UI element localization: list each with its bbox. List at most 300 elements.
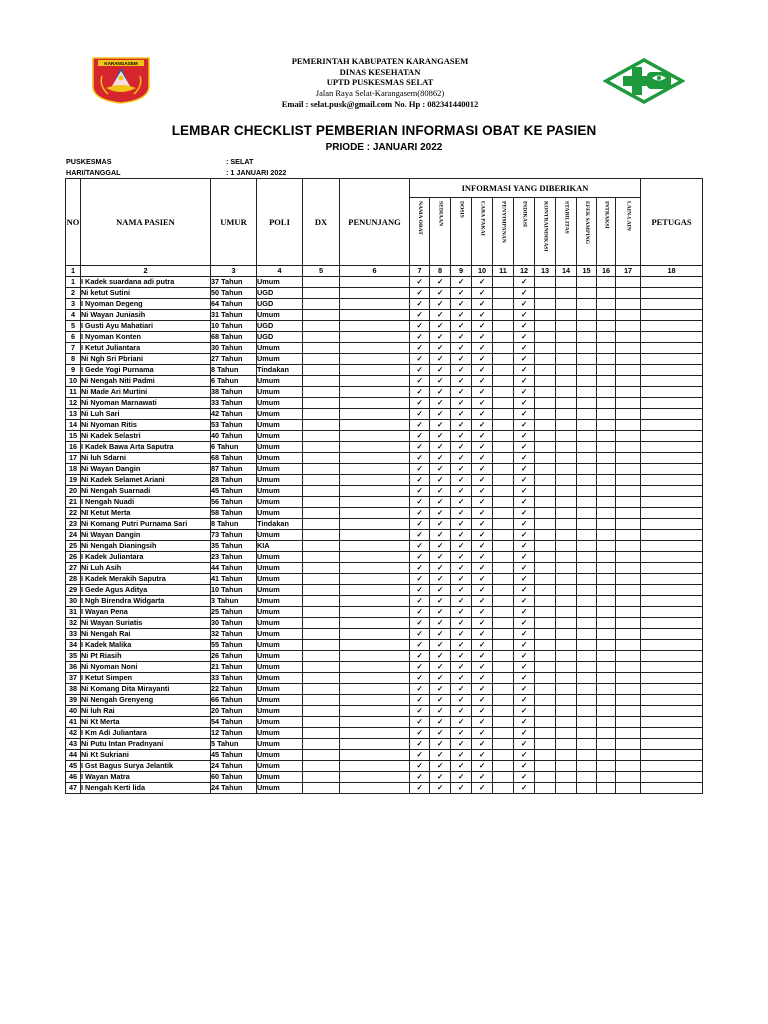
info-check-cell: ✓ bbox=[410, 541, 430, 552]
info-check-cell: ✓ bbox=[410, 552, 430, 563]
info-check-cell bbox=[493, 629, 514, 640]
info-check-cell: ✓ bbox=[514, 365, 535, 376]
info-check-cell bbox=[535, 739, 556, 750]
info-check-cell bbox=[535, 398, 556, 409]
info-check-cell bbox=[577, 607, 597, 618]
info-check-cell: ✓ bbox=[430, 585, 451, 596]
info-check-cell bbox=[597, 442, 616, 453]
petugas-cell bbox=[641, 453, 703, 464]
info-check-cell: ✓ bbox=[430, 695, 451, 706]
column-number: 12 bbox=[514, 266, 535, 277]
info-check-cell bbox=[556, 783, 577, 794]
info-check-cell bbox=[616, 772, 641, 783]
patient-name: Ni Kadek Selamet Ariani bbox=[81, 475, 211, 486]
info-check-cell bbox=[493, 651, 514, 662]
info-check-cell bbox=[616, 728, 641, 739]
info-check-cell bbox=[493, 673, 514, 684]
column-number: 16 bbox=[597, 266, 616, 277]
info-check-cell: ✓ bbox=[514, 299, 535, 310]
info-check-cell: ✓ bbox=[451, 497, 472, 508]
info-check-cell bbox=[597, 728, 616, 739]
patient-poli: Umum bbox=[257, 464, 303, 475]
col-petugas: PETUGAS bbox=[641, 179, 703, 266]
patient-name: Ni Wayan Dangin bbox=[81, 530, 211, 541]
info-check-cell bbox=[493, 519, 514, 530]
info-check-cell bbox=[616, 519, 641, 530]
info-check-cell: ✓ bbox=[514, 354, 535, 365]
info-check-cell bbox=[597, 398, 616, 409]
info-check-cell: ✓ bbox=[472, 574, 493, 585]
patient-age: 68 Tahun bbox=[211, 332, 257, 343]
column-number: 9 bbox=[451, 266, 472, 277]
patient-age: 10 Tahun bbox=[211, 585, 257, 596]
info-check-cell bbox=[577, 684, 597, 695]
table-row bbox=[66, 717, 703, 728]
patient-penunjang bbox=[340, 596, 410, 607]
patient-age: 24 Tahun bbox=[211, 761, 257, 772]
row-number: 46 bbox=[66, 772, 81, 783]
row-number: 4 bbox=[66, 310, 81, 321]
info-check-cell: ✓ bbox=[430, 431, 451, 442]
letterhead bbox=[160, 56, 600, 110]
info-check-cell: ✓ bbox=[514, 684, 535, 695]
info-check-cell: ✓ bbox=[410, 783, 430, 794]
info-check-cell bbox=[597, 673, 616, 684]
info-check-cell: ✓ bbox=[410, 321, 430, 332]
patient-penunjang bbox=[340, 640, 410, 651]
patient-poli: Umum bbox=[257, 695, 303, 706]
patient-penunjang bbox=[340, 739, 410, 750]
patient-name: I Nengah Nuadi bbox=[81, 497, 211, 508]
info-check-cell bbox=[556, 585, 577, 596]
info-check-cell: ✓ bbox=[410, 431, 430, 442]
info-check-cell bbox=[535, 640, 556, 651]
info-check-cell: ✓ bbox=[514, 431, 535, 442]
patient-penunjang bbox=[340, 431, 410, 442]
info-check-cell bbox=[597, 607, 616, 618]
patient-penunjang bbox=[340, 475, 410, 486]
info-check-cell: ✓ bbox=[451, 398, 472, 409]
patient-name: NI Ketut Merta bbox=[81, 508, 211, 519]
patient-dx bbox=[303, 321, 340, 332]
patient-age: 45 Tahun bbox=[211, 750, 257, 761]
info-check-cell bbox=[493, 288, 514, 299]
info-check-cell: ✓ bbox=[451, 739, 472, 750]
info-check-cell bbox=[597, 464, 616, 475]
info-check-cell bbox=[535, 409, 556, 420]
patient-penunjang bbox=[340, 607, 410, 618]
info-check-cell: ✓ bbox=[472, 387, 493, 398]
info-check-cell bbox=[597, 541, 616, 552]
row-number: 29 bbox=[66, 585, 81, 596]
info-check-cell: ✓ bbox=[451, 453, 472, 464]
table-row bbox=[66, 607, 703, 618]
row-number: 37 bbox=[66, 673, 81, 684]
table-row bbox=[66, 453, 703, 464]
row-number: 17 bbox=[66, 453, 81, 464]
info-check-cell: ✓ bbox=[451, 310, 472, 321]
patient-dx bbox=[303, 288, 340, 299]
info-check-cell bbox=[616, 464, 641, 475]
patient-dx bbox=[303, 783, 340, 794]
info-check-cell bbox=[556, 552, 577, 563]
info-check-cell bbox=[556, 376, 577, 387]
patient-age: 30 Tahun bbox=[211, 343, 257, 354]
petugas-cell bbox=[641, 508, 703, 519]
patient-poli: Umum bbox=[257, 596, 303, 607]
table-row bbox=[66, 640, 703, 651]
patient-name: I Wayan Pena bbox=[81, 607, 211, 618]
patient-penunjang bbox=[340, 552, 410, 563]
patient-penunjang bbox=[340, 684, 410, 695]
info-check-cell bbox=[597, 453, 616, 464]
row-number: 23 bbox=[66, 519, 81, 530]
info-check-cell: ✓ bbox=[514, 310, 535, 321]
patient-dx bbox=[303, 453, 340, 464]
info-check-cell bbox=[493, 299, 514, 310]
row-number: 42 bbox=[66, 728, 81, 739]
info-check-cell bbox=[616, 706, 641, 717]
patient-poli: Umum bbox=[257, 750, 303, 761]
info-check-cell: ✓ bbox=[514, 376, 535, 387]
info-check-cell bbox=[577, 486, 597, 497]
info-check-cell: ✓ bbox=[451, 552, 472, 563]
info-check-cell bbox=[535, 695, 556, 706]
info-check-cell: ✓ bbox=[472, 684, 493, 695]
info-check-cell bbox=[493, 453, 514, 464]
info-check-cell bbox=[493, 728, 514, 739]
patient-penunjang bbox=[340, 376, 410, 387]
info-check-cell: ✓ bbox=[410, 409, 430, 420]
row-number: 27 bbox=[66, 563, 81, 574]
info-check-cell bbox=[556, 321, 577, 332]
info-check-cell bbox=[535, 486, 556, 497]
info-check-cell bbox=[535, 343, 556, 354]
info-check-cell bbox=[616, 596, 641, 607]
info-check-cell bbox=[577, 662, 597, 673]
patient-poli: Umum bbox=[257, 728, 303, 739]
column-number: 18 bbox=[641, 266, 703, 277]
info-check-cell: ✓ bbox=[514, 288, 535, 299]
info-check-cell: ✓ bbox=[514, 673, 535, 684]
info-check-cell: ✓ bbox=[514, 398, 535, 409]
info-check-cell bbox=[577, 475, 597, 486]
patient-penunjang bbox=[340, 442, 410, 453]
patient-name: Ni Nengah Grenyeng bbox=[81, 695, 211, 706]
patient-dx bbox=[303, 706, 340, 717]
petugas-cell bbox=[641, 629, 703, 640]
info-check-cell: ✓ bbox=[430, 629, 451, 640]
info-check-cell bbox=[556, 739, 577, 750]
info-check-cell: ✓ bbox=[514, 387, 535, 398]
info-check-cell bbox=[556, 409, 577, 420]
row-number: 5 bbox=[66, 321, 81, 332]
patient-penunjang bbox=[340, 299, 410, 310]
patient-penunjang bbox=[340, 629, 410, 640]
col-info-label: SEDIAAN bbox=[437, 201, 444, 227]
patient-dx bbox=[303, 530, 340, 541]
row-number: 14 bbox=[66, 420, 81, 431]
info-check-cell: ✓ bbox=[430, 607, 451, 618]
patient-dx bbox=[303, 684, 340, 695]
info-check-cell: ✓ bbox=[451, 750, 472, 761]
info-check-cell: ✓ bbox=[430, 750, 451, 761]
col-info-label: INTRAKSI bbox=[603, 201, 610, 229]
patient-poli: Umum bbox=[257, 486, 303, 497]
info-check-cell bbox=[577, 376, 597, 387]
row-number: 44 bbox=[66, 750, 81, 761]
info-check-cell bbox=[535, 717, 556, 728]
patient-penunjang bbox=[340, 761, 410, 772]
table-row bbox=[66, 541, 703, 552]
info-check-cell: ✓ bbox=[514, 662, 535, 673]
info-check-cell: ✓ bbox=[514, 739, 535, 750]
info-check-cell bbox=[597, 277, 616, 288]
petugas-cell bbox=[641, 585, 703, 596]
info-check-cell: ✓ bbox=[430, 354, 451, 365]
info-check-cell bbox=[577, 387, 597, 398]
info-check-cell: ✓ bbox=[451, 541, 472, 552]
info-check-cell: ✓ bbox=[451, 596, 472, 607]
info-check-cell: ✓ bbox=[410, 420, 430, 431]
patient-poli: Umum bbox=[257, 563, 303, 574]
info-check-cell bbox=[556, 431, 577, 442]
patient-poli: UGD bbox=[257, 299, 303, 310]
info-check-cell: ✓ bbox=[451, 607, 472, 618]
info-check-cell bbox=[556, 541, 577, 552]
patient-penunjang bbox=[340, 651, 410, 662]
info-check-cell: ✓ bbox=[514, 706, 535, 717]
info-check-cell: ✓ bbox=[430, 673, 451, 684]
patient-dx bbox=[303, 442, 340, 453]
info-check-cell: ✓ bbox=[472, 420, 493, 431]
info-check-cell: ✓ bbox=[472, 376, 493, 387]
info-check-cell: ✓ bbox=[430, 761, 451, 772]
patient-name: I Gst Bagus Surya Jelantik bbox=[81, 761, 211, 772]
info-check-cell: ✓ bbox=[410, 387, 430, 398]
patient-poli: UGD bbox=[257, 288, 303, 299]
info-check-cell bbox=[597, 772, 616, 783]
info-check-cell: ✓ bbox=[410, 486, 430, 497]
column-number: 10 bbox=[472, 266, 493, 277]
patient-age: 54 Tahun bbox=[211, 717, 257, 728]
patient-penunjang bbox=[340, 398, 410, 409]
petugas-cell bbox=[641, 354, 703, 365]
info-check-cell: ✓ bbox=[514, 343, 535, 354]
info-check-cell bbox=[535, 673, 556, 684]
info-check-cell: ✓ bbox=[472, 772, 493, 783]
patient-age: 21 Tahun bbox=[211, 662, 257, 673]
row-number: 7 bbox=[66, 343, 81, 354]
letterhead-address: Jalan Raya Selat-Karangasem(80862) bbox=[315, 88, 445, 99]
petugas-cell bbox=[641, 442, 703, 453]
info-check-cell bbox=[493, 442, 514, 453]
patient-dx bbox=[303, 607, 340, 618]
info-check-cell bbox=[556, 761, 577, 772]
table-row bbox=[66, 695, 703, 706]
info-check-cell bbox=[616, 365, 641, 376]
patient-penunjang bbox=[340, 673, 410, 684]
info-check-cell: ✓ bbox=[514, 651, 535, 662]
row-number: 3 bbox=[66, 299, 81, 310]
info-check-cell: ✓ bbox=[410, 277, 430, 288]
col-info-3 bbox=[451, 198, 472, 266]
patient-name: Ni Luh Asih bbox=[81, 563, 211, 574]
info-check-cell: ✓ bbox=[514, 629, 535, 640]
info-check-cell bbox=[597, 618, 616, 629]
info-check-cell bbox=[493, 332, 514, 343]
info-check-cell bbox=[535, 464, 556, 475]
info-check-cell: ✓ bbox=[430, 783, 451, 794]
info-check-cell bbox=[556, 607, 577, 618]
info-check-cell: ✓ bbox=[410, 453, 430, 464]
patient-dx bbox=[303, 409, 340, 420]
info-check-cell: ✓ bbox=[451, 662, 472, 673]
patient-penunjang bbox=[340, 728, 410, 739]
patient-dx bbox=[303, 728, 340, 739]
patient-name: I Kadek Juliantara bbox=[81, 552, 211, 563]
info-check-cell bbox=[535, 596, 556, 607]
patient-age: 58 Tahun bbox=[211, 508, 257, 519]
patient-penunjang bbox=[340, 783, 410, 794]
info-check-cell: ✓ bbox=[514, 750, 535, 761]
patient-age: 3 Tahun bbox=[211, 596, 257, 607]
info-check-cell: ✓ bbox=[514, 332, 535, 343]
patient-poli: Umum bbox=[257, 442, 303, 453]
patient-age: 33 Tahun bbox=[211, 398, 257, 409]
patient-age: 66 Tahun bbox=[211, 695, 257, 706]
info-check-cell: ✓ bbox=[472, 706, 493, 717]
patient-age: 12 Tahun bbox=[211, 728, 257, 739]
info-check-cell bbox=[616, 420, 641, 431]
table-row bbox=[66, 585, 703, 596]
info-check-cell bbox=[597, 508, 616, 519]
info-check-cell bbox=[493, 398, 514, 409]
info-check-cell: ✓ bbox=[430, 717, 451, 728]
petugas-cell bbox=[641, 519, 703, 530]
table-row bbox=[66, 552, 703, 563]
info-check-cell: ✓ bbox=[410, 618, 430, 629]
info-check-cell bbox=[597, 409, 616, 420]
info-check-cell bbox=[493, 387, 514, 398]
patient-age: 28 Tahun bbox=[211, 475, 257, 486]
patient-age: 30 Tahun bbox=[211, 618, 257, 629]
info-check-cell: ✓ bbox=[472, 519, 493, 530]
info-check-cell: ✓ bbox=[430, 376, 451, 387]
info-check-cell bbox=[535, 761, 556, 772]
info-check-cell: ✓ bbox=[451, 717, 472, 728]
info-check-cell: ✓ bbox=[410, 750, 430, 761]
patient-dx bbox=[303, 541, 340, 552]
patient-dx bbox=[303, 618, 340, 629]
patient-penunjang bbox=[340, 486, 410, 497]
patient-penunjang bbox=[340, 497, 410, 508]
patient-age: 73 Tahun bbox=[211, 530, 257, 541]
patient-dx bbox=[303, 629, 340, 640]
col-info-5 bbox=[493, 198, 514, 266]
table-row bbox=[66, 563, 703, 574]
column-number: 2 bbox=[81, 266, 211, 277]
info-check-cell bbox=[535, 387, 556, 398]
info-check-cell bbox=[556, 717, 577, 728]
table-row bbox=[66, 618, 703, 629]
info-check-cell bbox=[597, 420, 616, 431]
info-check-cell: ✓ bbox=[451, 629, 472, 640]
info-check-cell bbox=[616, 299, 641, 310]
info-check-cell: ✓ bbox=[410, 299, 430, 310]
info-check-cell bbox=[577, 695, 597, 706]
patient-name: Ni ketut Sutini bbox=[81, 288, 211, 299]
col-info-label: CARA PAKAI bbox=[479, 201, 486, 236]
patient-dx bbox=[303, 651, 340, 662]
patient-name: Ni Nyoman Ritis bbox=[81, 420, 211, 431]
petugas-cell bbox=[641, 376, 703, 387]
info-check-cell bbox=[493, 475, 514, 486]
info-check-cell bbox=[493, 717, 514, 728]
info-check-cell bbox=[535, 497, 556, 508]
info-check-cell bbox=[493, 541, 514, 552]
patient-penunjang bbox=[340, 277, 410, 288]
info-check-cell bbox=[577, 651, 597, 662]
info-check-cell bbox=[597, 717, 616, 728]
petugas-cell bbox=[641, 717, 703, 728]
info-check-cell bbox=[535, 365, 556, 376]
patient-name: I Wayan Matra bbox=[81, 772, 211, 783]
patient-name: Ni Komang Dita Mirayanti bbox=[81, 684, 211, 695]
info-check-cell bbox=[597, 563, 616, 574]
info-check-cell bbox=[616, 783, 641, 794]
info-check-cell bbox=[616, 387, 641, 398]
patient-name: Ni Wayan Dangin bbox=[81, 464, 211, 475]
info-check-cell: ✓ bbox=[472, 552, 493, 563]
info-check-cell: ✓ bbox=[472, 563, 493, 574]
table-row bbox=[66, 772, 703, 783]
patient-poli: Umum bbox=[257, 310, 303, 321]
info-check-cell: ✓ bbox=[514, 761, 535, 772]
info-check-cell bbox=[493, 684, 514, 695]
petugas-cell bbox=[641, 464, 703, 475]
info-check-cell bbox=[493, 530, 514, 541]
patient-name: I Nengah Kerti lida bbox=[81, 783, 211, 794]
table-row bbox=[66, 442, 703, 453]
info-check-cell: ✓ bbox=[472, 695, 493, 706]
petugas-cell bbox=[641, 541, 703, 552]
info-check-cell: ✓ bbox=[514, 783, 535, 794]
row-number: 6 bbox=[66, 332, 81, 343]
info-check-cell bbox=[535, 750, 556, 761]
patient-dx bbox=[303, 662, 340, 673]
patient-poli: Umum bbox=[257, 530, 303, 541]
col-info-label: LAIN-LAIN bbox=[625, 201, 632, 231]
patient-poli: Umum bbox=[257, 398, 303, 409]
info-check-cell bbox=[493, 420, 514, 431]
info-check-cell: ✓ bbox=[430, 651, 451, 662]
info-check-cell bbox=[577, 750, 597, 761]
patient-age: 23 Tahun bbox=[211, 552, 257, 563]
info-check-cell: ✓ bbox=[430, 387, 451, 398]
info-check-cell: ✓ bbox=[514, 497, 535, 508]
column-number: 6 bbox=[340, 266, 410, 277]
info-check-cell bbox=[556, 574, 577, 585]
patient-poli: Umum bbox=[257, 552, 303, 563]
petugas-cell bbox=[641, 695, 703, 706]
info-check-cell bbox=[597, 365, 616, 376]
info-check-cell bbox=[556, 299, 577, 310]
info-check-cell bbox=[535, 332, 556, 343]
patient-name: Ni Kt Merta bbox=[81, 717, 211, 728]
info-check-cell: ✓ bbox=[514, 321, 535, 332]
patient-dx bbox=[303, 761, 340, 772]
